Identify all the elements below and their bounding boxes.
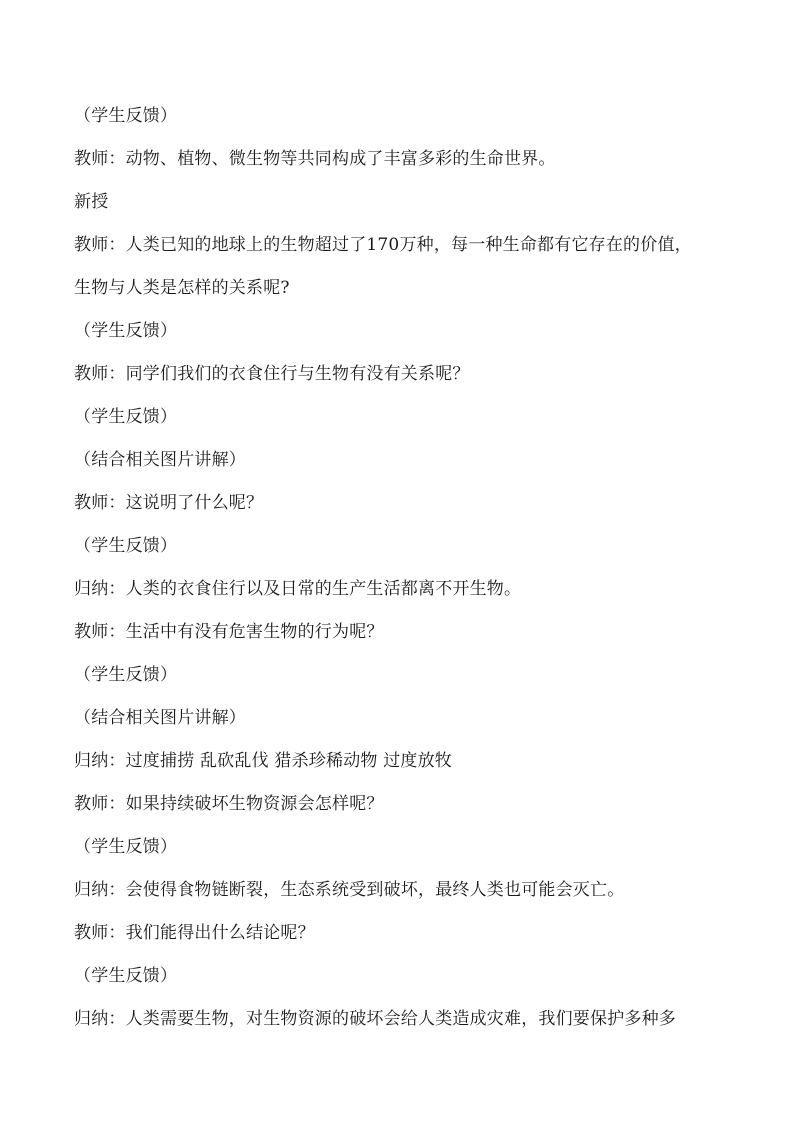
text-line: 教师：同学们我们的衣食住行与生物有没有关系呢？	[74, 364, 470, 384]
section-heading: 新授	[74, 192, 109, 212]
text-line: 教师：生活中有没有危害生物的行为呢？	[74, 622, 384, 642]
text-line: 归纳：人类的衣食住行以及日常的生产生活都离不开生物。	[74, 579, 522, 599]
text-line: （学生反馈）	[74, 665, 178, 685]
text-line: 生物与人类是怎样的关系呢?	[74, 278, 290, 298]
text-line: 教师：如果持续破坏生物资源会怎样呢？	[74, 794, 384, 814]
text-line: 归纳：人类需要生物，对生物资源的破坏会给人类造成灾难，我们要保护多种多	[74, 1009, 676, 1029]
text-line: 归纳：过度捕捞 乱砍乱伐 猎杀珍稀动物 过度放牧	[74, 751, 453, 771]
text-line: （学生反馈）	[74, 536, 178, 556]
text-line: （学生反馈）	[74, 106, 178, 126]
text-line: 教师：这说明了什么呢？	[74, 493, 264, 513]
text-line: 教师：动物、植物、微生物等共同构成了丰富多彩的生命世界。	[74, 149, 556, 169]
text-line: 教师：我们能得出什么结论呢？	[74, 923, 315, 943]
text-line: 教师：人类已知的地球上的生物超过了170万种，每一种生命都有它存在的价值，	[74, 235, 692, 255]
text-line: 归纳：会使得食物链断裂，生态系统受到破坏，最终人类也可能会灭亡。	[74, 880, 625, 900]
text-line: （结合相关图片讲解）	[74, 708, 246, 728]
text-line: （学生反馈）	[74, 837, 178, 857]
text-line: （学生反馈）	[74, 407, 178, 427]
text-line: （学生反馈）	[74, 321, 178, 341]
text-line: （结合相关图片讲解）	[74, 450, 246, 470]
text-line: （学生反馈）	[74, 966, 178, 986]
document-body	[74, 100, 734, 1046]
